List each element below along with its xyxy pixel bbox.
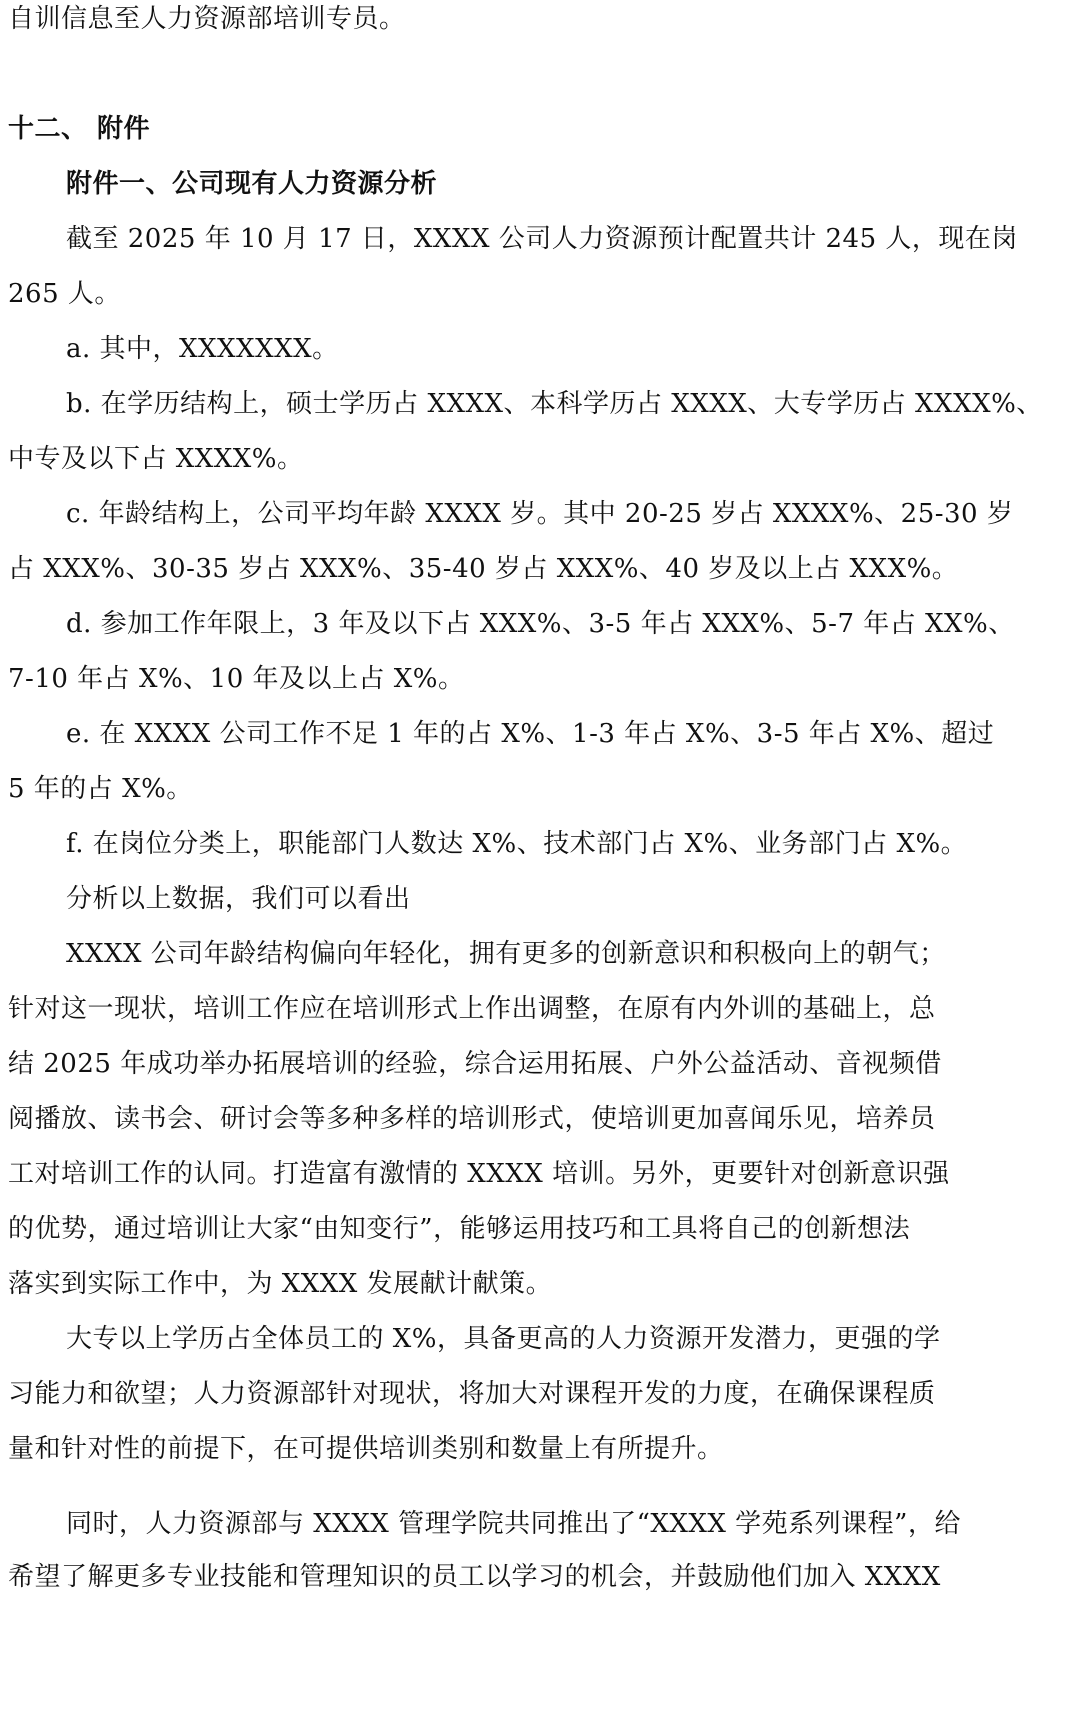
intro-line-2: 265 人。 (8, 279, 121, 309)
paragraph1-line-4: 阅播放、读书会、研讨会等多种多样的培训形式，使培训更加喜闻乐见，培养员 (8, 1104, 936, 1134)
section-heading: 十二、 附件 (8, 114, 151, 144)
item-f-line-1: f. 在岗位分类上，职能部门人数达 X%、技术部门占 X%、业务部门占 X%。 (66, 829, 968, 859)
item-e-line-1: e. 在 XXXX 公司工作不足 1 年的占 X%、1-3 年占 X%、3-5 年占 X%、超过 (66, 719, 995, 749)
paragraph2-line-2: 习能力和欲望；人力资源部针对现状，将加大对课程开发的力度，在确保课程质 (8, 1379, 936, 1409)
item-d-line-2: 7-10 年占 X%、10 年及以上占 X%。 (8, 664, 465, 694)
item-e-line-2: 5 年的占 X%。 (8, 774, 193, 804)
paragraph3-line-1: 同时，人力资源部与 XXXX 管理学院共同推出了“XXXX 学苑系列课程”，给 (66, 1509, 961, 1539)
paragraph1-line-7: 落实到实际工作中，为 XXXX 发展献计献策。 (8, 1269, 553, 1299)
paragraph3-line-2: 希望了解更多专业技能和管理知识的员工以学习的机会，并鼓励他们加入 XXXX (8, 1562, 941, 1592)
paragraph1-line-5: 工对培训工作的认同。打造富有激情的 XXXX 培训。另外，更要针对创新意识强 (8, 1159, 950, 1189)
item-c-line-1: c. 年龄结构上，公司平均年龄 XXXX 岁。其中 20-25 岁占 XXXX%、25-30 岁 (66, 499, 1014, 529)
paragraph1-line-3: 结 2025 年成功举办拓展培训的经验，综合运用拓展、户外公益活动、音视频借 (8, 1049, 942, 1079)
paragraph2-line-1: 大专以上学历占全体员工的 X%，具备更高的人力资源开发潜力，更强的学 (66, 1324, 941, 1354)
intro-line-1: 截至 2025 年 10 月 17 日，XXXX 公司人力资源预计配置共计 245 人，现在岗 (66, 224, 1018, 254)
item-b-line-1: b. 在学历结构上，硕士学历占 XXXX、本科学历占 XXXX、大专学历占 XXXX%、 (66, 389, 1043, 419)
analysis-lead: 分析以上数据，我们可以看出 (66, 884, 411, 914)
item-b-line-2: 中专及以下占 XXXX%。 (8, 444, 304, 474)
paragraph1-line-6: 的优势，通过培训让大家“由知变行”，能够运用技巧和工具将自己的创新想法 (8, 1214, 911, 1244)
paragraph1-line-2: 针对这一现状，培训工作应在培训形式上作出调整，在原有内外训的基础上，总 (8, 994, 936, 1024)
attachment-title: 附件一、公司现有人力资源分析 (66, 169, 438, 199)
item-c-line-2: 占 XXX%、30-35 岁占 XXX%、35-40 岁占 XXX%、40 岁及以上占 XXX%。 (8, 554, 959, 584)
item-a-line-1: a. 其中，XXXXXXX。 (66, 334, 339, 364)
continuation-line: 自训信息至人力资源部培训专员。 (8, 4, 406, 34)
paragraph1-line-1: XXXX 公司年龄结构偏向年轻化，拥有更多的创新意识和积极向上的朝气； (66, 939, 946, 969)
paragraph2-line-3: 量和针对性的前提下，在可提供培训类别和数量上有所提升。 (8, 1434, 724, 1464)
item-d-line-1: d. 参加工作年限上，3 年及以下占 XXX%、3-5 年占 XXX%、5-7 年占 XX%、 (66, 609, 1015, 639)
